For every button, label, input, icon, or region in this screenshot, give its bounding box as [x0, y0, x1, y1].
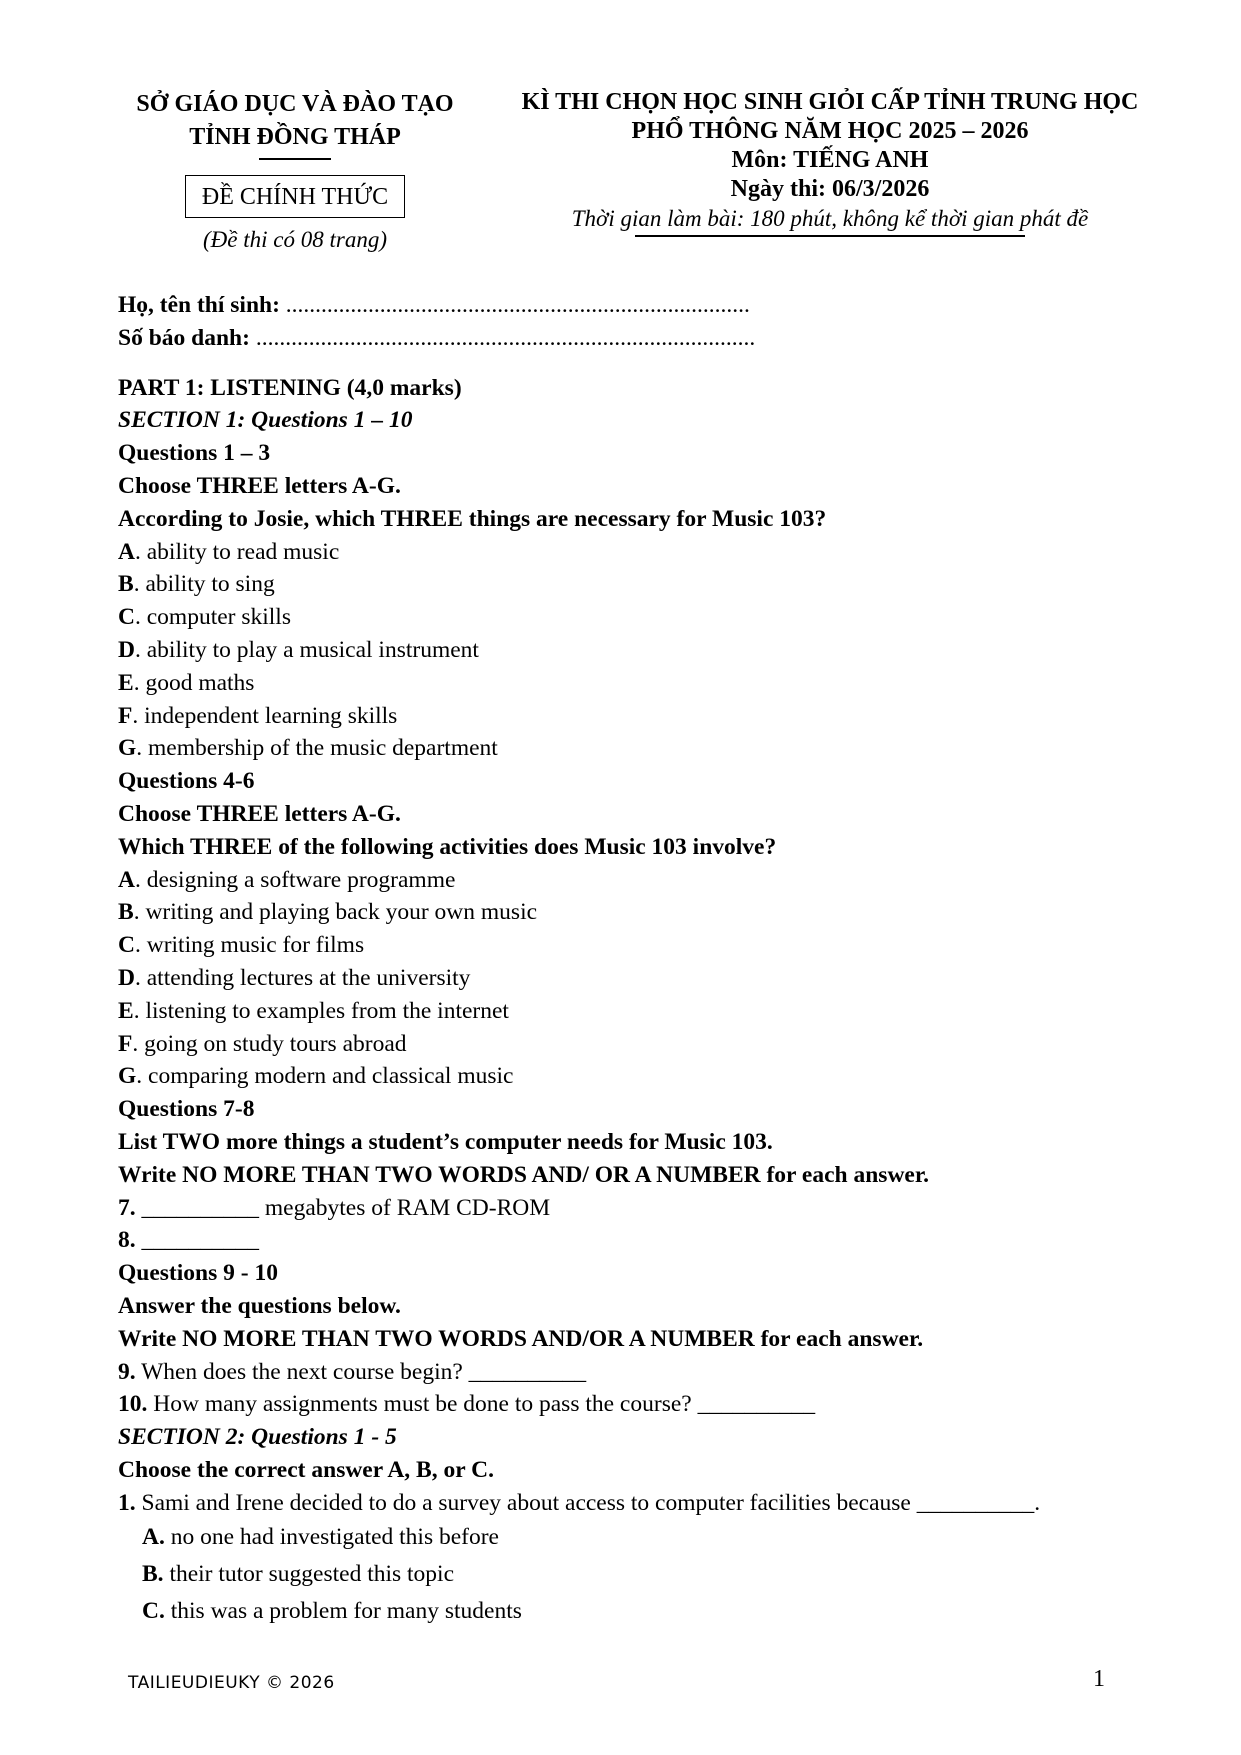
q9-10-instruction-1: Answer the questions below.: [118, 1292, 401, 1319]
list-item: [118, 1519, 1118, 1556]
option-text: . going on study tours abroad: [132, 1030, 407, 1057]
option-text: no one had investigated this before: [164, 1524, 499, 1551]
list-item: [118, 995, 1118, 1028]
option-text: . independent learning skills: [132, 702, 398, 729]
q1-3-heading: Questions 1 – 3: [118, 440, 271, 467]
list-item: [118, 667, 1118, 700]
question-number: 1.: [118, 1489, 136, 1516]
q4-6-instruction: Choose THREE letters A-G.: [118, 800, 401, 827]
question-text: When does the next course begin? __________: [135, 1358, 587, 1385]
header-divider: [259, 158, 331, 160]
option-text: . ability to play a musical instrument: [134, 636, 479, 663]
header-underline: [635, 235, 1025, 237]
option-letter: G: [118, 1063, 137, 1090]
pages-note: (Đề thi có 08 trang): [203, 227, 387, 252]
part-1-title: PART 1: LISTENING (4,0 marks): [118, 374, 462, 401]
exam-date: Ngày thi: 06/3/2026: [730, 176, 930, 202]
candidate-id-row: [118, 322, 1118, 355]
option-text: . good maths: [133, 669, 255, 696]
option-text: this was a problem for many students: [164, 1597, 522, 1624]
option-letter: F: [118, 1030, 133, 1057]
question-8: [118, 1224, 1118, 1257]
q4-6-question: Which THREE of the following activities does Music 103 involve?: [118, 833, 777, 860]
option-letter: D: [118, 964, 135, 991]
option-text: their tutor suggested this topic: [163, 1561, 455, 1588]
option-text: . designing a software programme: [134, 866, 456, 893]
question-7: [118, 1192, 1118, 1225]
q7-8-instruction-1: List TWO more things a student’s computer needs for Music 103.: [118, 1128, 773, 1155]
question-number: 8.: [118, 1227, 136, 1254]
q7-8-heading: Questions 7-8: [118, 1096, 255, 1123]
option-text: . computer skills: [134, 604, 291, 631]
question-text: Sami and Irene decided to do a survey about access to computer facilities because __________.: [135, 1489, 1041, 1516]
exam-content: [118, 289, 1118, 1630]
list-item: [118, 601, 1118, 634]
option-text: . comparing modern and classical music: [136, 1063, 514, 1090]
org-line-2: TỈNH ĐỒNG THÁP: [189, 124, 401, 150]
list-item: [118, 1556, 1118, 1593]
question-number: 7.: [118, 1194, 136, 1221]
s2-question-1: [118, 1487, 1118, 1520]
option-text: . writing music for films: [134, 932, 365, 959]
q1-3-instruction: Choose THREE letters A-G.: [118, 472, 401, 499]
option-letter: C: [118, 604, 135, 631]
section-2-instruction: Choose the correct answer A, B, or C.: [118, 1456, 494, 1483]
option-text: . attending lectures at the university: [134, 964, 471, 991]
list-item: [118, 896, 1118, 929]
option-letter: B: [118, 571, 134, 598]
q9-10-instruction-2: Write NO MORE THAN TWO WORDS AND/OR A NUMBER for each answer.: [118, 1325, 924, 1352]
question-10: [118, 1388, 1118, 1421]
list-item: [118, 568, 1118, 601]
option-text: . membership of the music department: [136, 735, 498, 762]
option-letter: D: [118, 636, 135, 663]
section-1-title: SECTION 1: Questions 1 – 10: [118, 407, 413, 434]
header-right: [480, 88, 1180, 237]
list-item: [118, 700, 1118, 733]
official-exam-badge: ĐỀ CHÍNH THỨC: [185, 175, 405, 218]
org-line-1: SỞ GIÁO DỤC VÀ ĐÀO TẠO: [136, 91, 454, 117]
q7-8-instruction-2: Write NO MORE THAN TWO WORDS AND/ OR A NUMBER for each answer.: [118, 1161, 930, 1188]
option-letter: A: [118, 866, 135, 893]
question-number: 10.: [118, 1391, 148, 1418]
list-item: [118, 1593, 1118, 1630]
question-text: __________ megabytes of RAM CD-ROM: [135, 1194, 551, 1221]
candidate-id-label: Số báo danh:: [118, 324, 250, 351]
option-text: . listening to examples from the internet: [133, 997, 509, 1024]
option-letter: G: [118, 735, 137, 762]
list-item: [118, 864, 1118, 897]
list-item: [118, 962, 1118, 995]
option-letter: E: [118, 997, 134, 1024]
option-letter: C: [118, 932, 135, 959]
option-text: . writing and playing back your own music: [133, 899, 538, 926]
candidate-name-label: Họ, tên thí sinh:: [118, 292, 280, 318]
list-item: [118, 536, 1118, 569]
list-item: [118, 929, 1118, 962]
exam-duration: Thời gian làm bài: 180 phút, không kể thời gian phát đề: [571, 206, 1089, 231]
candidate-id-blank: .....................................................................................: [249, 324, 756, 351]
option-letter: C.: [142, 1597, 165, 1624]
candidate-name-row: [118, 289, 1118, 322]
exam-title-line-2: PHỔ THÔNG NĂM HỌC 2025 – 2026: [631, 118, 1029, 144]
exam-title-line-1: KÌ THI CHỌN HỌC SINH GIỎI CẤP TỈNH TRUNG HỌC: [521, 89, 1139, 115]
section-2-title: SECTION 2: Questions 1 - 5: [118, 1424, 397, 1451]
question-text: __________: [135, 1227, 259, 1254]
page-number: 1: [1093, 1666, 1105, 1692]
option-letter: E: [118, 669, 134, 696]
list-item: [118, 1060, 1118, 1093]
q9-10-heading: Questions 9 - 10: [118, 1260, 278, 1287]
option-letter: B: [118, 899, 134, 926]
candidate-name-blank: ...............................................................................: [279, 292, 750, 318]
option-text: . ability to read music: [134, 538, 340, 565]
exam-subject: Môn: TIẾNG ANH: [731, 147, 929, 173]
list-item: [118, 1028, 1118, 1061]
option-text: . ability to sing: [133, 571, 275, 598]
question-9: [118, 1356, 1118, 1389]
question-number: 9.: [118, 1358, 136, 1385]
footer-brand: TAILIEUDIEUKY © 2026: [128, 1673, 335, 1693]
list-item: [118, 634, 1118, 667]
q1-3-question: According to Josie, which THREE things are necessary for Music 103?: [118, 505, 827, 532]
option-letter: B.: [142, 1561, 164, 1588]
q4-6-heading: Questions 4-6: [118, 768, 255, 795]
option-letter: F: [118, 702, 133, 729]
option-letter: A.: [142, 1524, 165, 1551]
list-item: [118, 732, 1118, 765]
question-text: How many assignments must be done to pass the course? __________: [147, 1391, 816, 1418]
header-left: [100, 88, 490, 254]
option-letter: A: [118, 538, 135, 565]
